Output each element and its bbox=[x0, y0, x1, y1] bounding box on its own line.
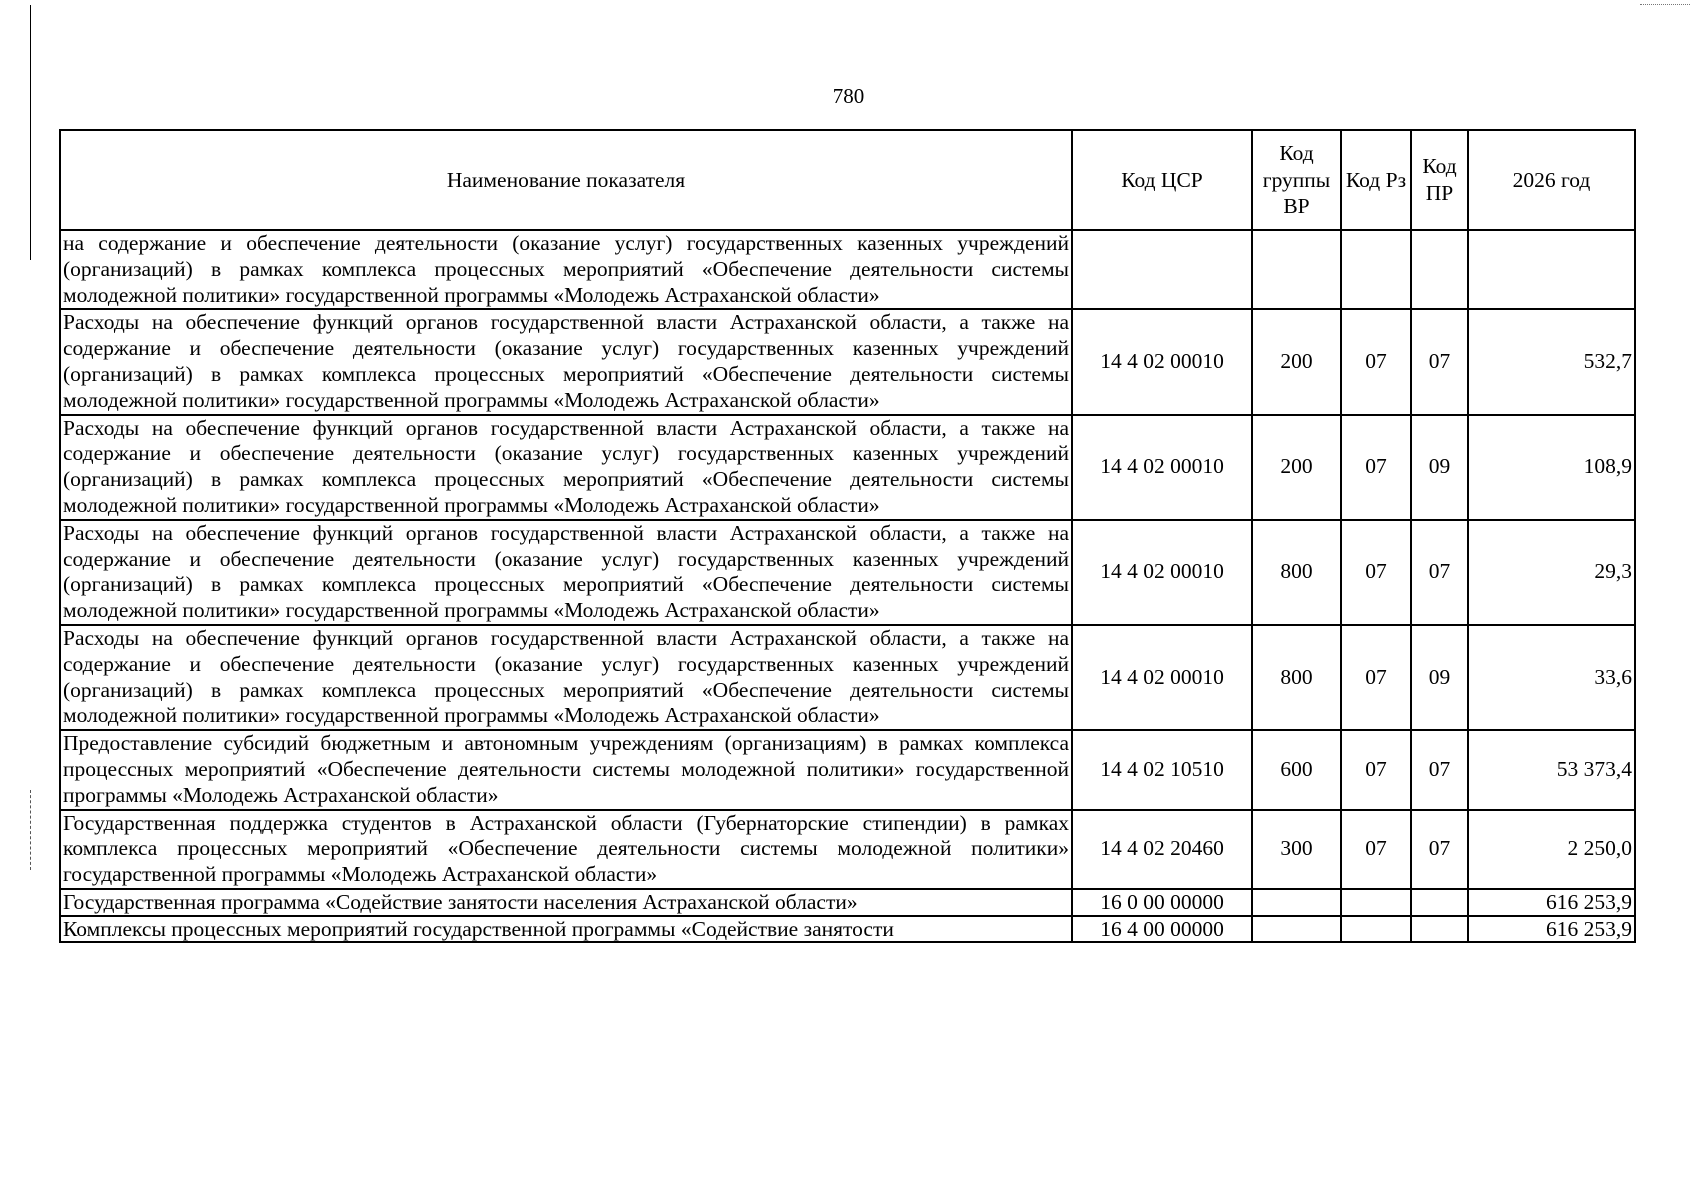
header-vr: Код группы ВР bbox=[1252, 130, 1341, 230]
table-row bbox=[60, 916, 1635, 943]
row-csr: 14 4 02 20460 bbox=[1072, 810, 1252, 889]
row-rz bbox=[1341, 889, 1411, 916]
row-amount: 616 253,9 bbox=[1468, 916, 1635, 943]
row-name: на содержание и обеспечение деятельности (оказание услуг) государственных казенных учреждений (организаций) в рамках комплекса процессных мероприятий «Обеспечение деятельности системы молодежной политики» государственной программы «Молодежь Астраханской области» bbox=[60, 230, 1072, 309]
table-header bbox=[60, 130, 1635, 230]
table-body bbox=[60, 230, 1635, 942]
row-rz bbox=[1341, 230, 1411, 309]
row-pr: 07 bbox=[1411, 730, 1468, 809]
row-name: Предоставление субсидий бюджетным и автономным учреждениям (организациям) в рамках комплекса процессных мероприятий «Обеспечение деятельности системы молодежной политики» государственной программы «Молодежь Астраханской области» bbox=[60, 730, 1072, 809]
row-csr: 14 4 02 00010 bbox=[1072, 520, 1252, 625]
row-rz: 07 bbox=[1341, 520, 1411, 625]
table-row bbox=[60, 230, 1635, 309]
row-amount: 33,6 bbox=[1468, 625, 1635, 730]
table-row bbox=[60, 730, 1635, 809]
row-amount: 616 253,9 bbox=[1468, 889, 1635, 916]
row-vr: 200 bbox=[1252, 415, 1341, 520]
header-name: Наименование показателя bbox=[60, 130, 1072, 230]
row-pr: 09 bbox=[1411, 415, 1468, 520]
row-pr: 07 bbox=[1411, 810, 1468, 889]
row-amount: 2 250,0 bbox=[1468, 810, 1635, 889]
table-row bbox=[60, 625, 1635, 730]
row-rz: 07 bbox=[1341, 810, 1411, 889]
table-row bbox=[60, 520, 1635, 625]
table-row bbox=[60, 810, 1635, 889]
row-name: Расходы на обеспечение функций органов государственной власти Астраханской области, а также на содержание и обеспечение деятельности (оказание услуг) государственных казенных учреждений (организаций) в рамках комплекса процессных мероприятий «Обеспечение деятельности системы молодежной политики» государственной программы «Молодежь Астраханской области» bbox=[60, 415, 1072, 520]
header-rz: Код Рз bbox=[1341, 130, 1411, 230]
row-pr: 07 bbox=[1411, 520, 1468, 625]
row-csr: 14 4 02 00010 bbox=[1072, 415, 1252, 520]
row-name: Расходы на обеспечение функций органов государственной власти Астраханской области, а также на содержание и обеспечение деятельности (оказание услуг) государственных казенных учреждений (организаций) в рамках комплекса процессных мероприятий «Обеспечение деятельности системы молодежной политики» государственной программы «Молодежь Астраханской области» bbox=[60, 520, 1072, 625]
row-pr bbox=[1411, 230, 1468, 309]
header-year: 2026 год bbox=[1468, 130, 1635, 230]
row-csr bbox=[1072, 230, 1252, 309]
row-rz: 07 bbox=[1341, 309, 1411, 414]
row-vr bbox=[1252, 889, 1341, 916]
row-amount: 53 373,4 bbox=[1468, 730, 1635, 809]
row-csr: 14 4 02 00010 bbox=[1072, 309, 1252, 414]
row-rz: 07 bbox=[1341, 415, 1411, 520]
row-vr: 200 bbox=[1252, 309, 1341, 414]
row-vr: 300 bbox=[1252, 810, 1341, 889]
row-pr bbox=[1411, 916, 1468, 943]
row-vr: 800 bbox=[1252, 625, 1341, 730]
row-csr: 14 4 02 10510 bbox=[1072, 730, 1252, 809]
row-name: Расходы на обеспечение функций органов государственной власти Астраханской области, а также на содержание и обеспечение деятельности (оказание услуг) государственных казенных учреждений (организаций) в рамках комплекса процессных мероприятий «Обеспечение деятельности системы молодежной политики» государственной программы «Молодежь Астраханской области» bbox=[60, 625, 1072, 730]
row-name: Расходы на обеспечение функций органов государственной власти Астраханской области, а также на содержание и обеспечение деятельности (оказание услуг) государственных казенных учреждений (организаций) в рамках комплекса процессных мероприятий «Обеспечение деятельности системы молодежной политики» государственной программы «Молодежь Астраханской области» bbox=[60, 309, 1072, 414]
page-number: 780 bbox=[832, 84, 865, 108]
row-vr: 800 bbox=[1252, 520, 1341, 625]
row-csr: 16 4 00 00000 bbox=[1072, 916, 1252, 943]
row-amount: 29,3 bbox=[1468, 520, 1635, 625]
row-pr: 07 bbox=[1411, 309, 1468, 414]
table-row bbox=[60, 889, 1635, 916]
header-csr: Код ЦСР bbox=[1072, 130, 1252, 230]
row-name: Комплексы процессных мероприятий государственной программы «Содействие занятости bbox=[60, 916, 1072, 943]
row-vr bbox=[1252, 916, 1341, 943]
budget-table bbox=[59, 129, 1636, 943]
row-rz bbox=[1341, 916, 1411, 943]
row-amount: 532,7 bbox=[1468, 309, 1635, 414]
row-name: Государственная программа «Содействие занятости населения Астраханской области» bbox=[60, 889, 1072, 916]
binding-margin-line bbox=[30, 5, 31, 260]
row-name: Государственная поддержка студентов в Астраханской области (Губернаторские стипендии) в рамках комплекса процессных мероприятий «Обеспечение деятельности системы молодежной политики» государственной программы «Молодежь Астраханской области» bbox=[60, 810, 1072, 889]
row-pr: 09 bbox=[1411, 625, 1468, 730]
row-rz: 07 bbox=[1341, 625, 1411, 730]
row-amount: 108,9 bbox=[1468, 415, 1635, 520]
row-rz: 07 bbox=[1341, 730, 1411, 809]
table-row bbox=[60, 309, 1635, 414]
table-row bbox=[60, 415, 1635, 520]
row-amount bbox=[1468, 230, 1635, 309]
header-pr: Код ПР bbox=[1411, 130, 1468, 230]
row-vr bbox=[1252, 230, 1341, 309]
row-vr: 600 bbox=[1252, 730, 1341, 809]
row-csr: 16 0 00 00000 bbox=[1072, 889, 1252, 916]
row-csr: 14 4 02 00010 bbox=[1072, 625, 1252, 730]
binding-margin-dashes bbox=[30, 790, 31, 870]
scan-corner-mark bbox=[1640, 4, 1690, 5]
row-pr bbox=[1411, 889, 1468, 916]
header-row bbox=[60, 130, 1635, 230]
